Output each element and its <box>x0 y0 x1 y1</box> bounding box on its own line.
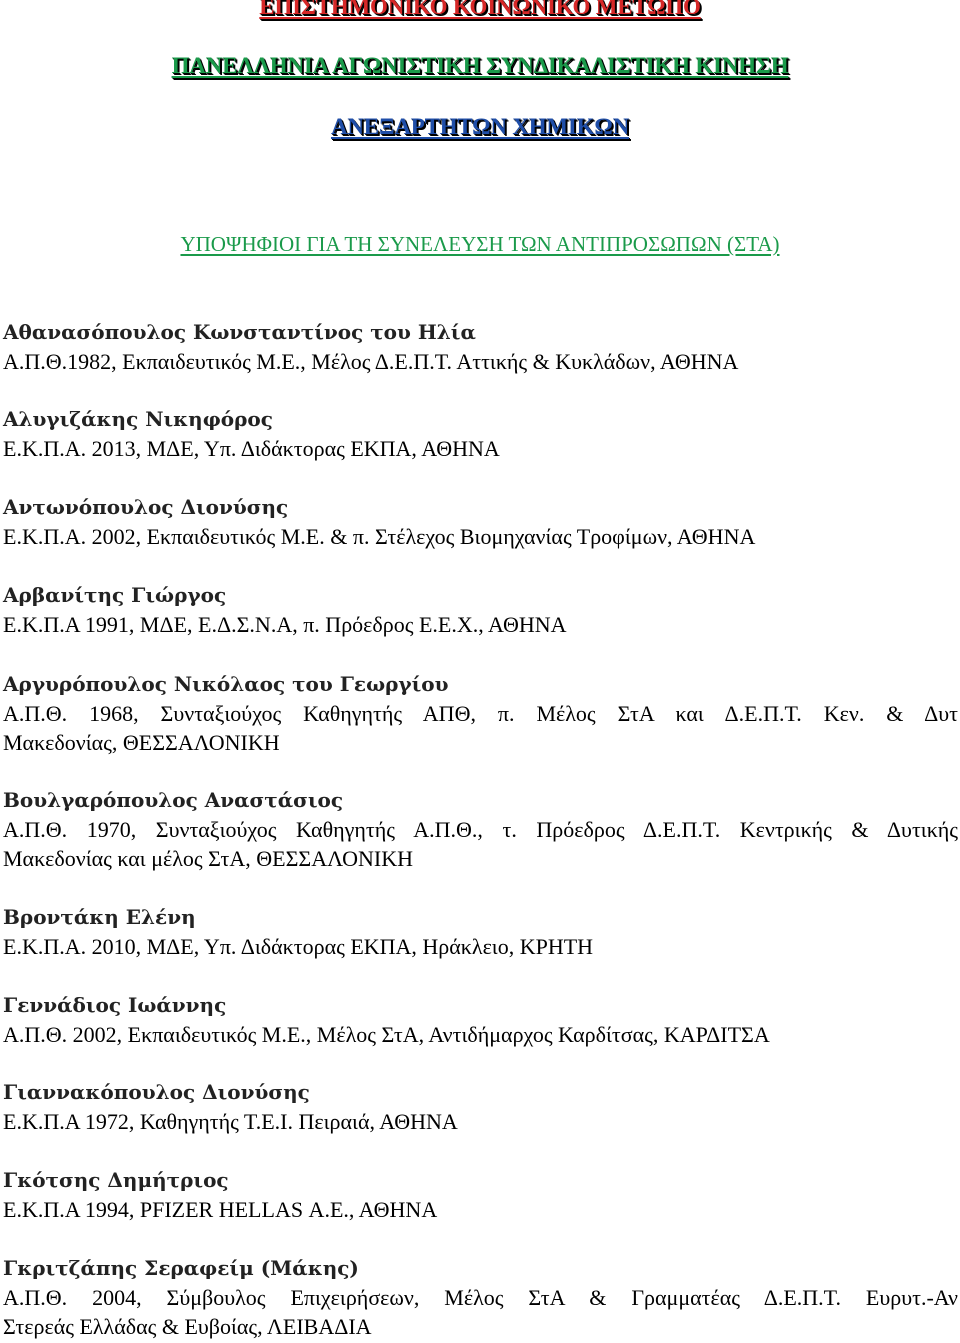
candidate-info: Ε.Κ.Π.Α 1991, ΜΔΕ, Ε.Δ.Σ.Ν.Α, π. Πρόεδρος Ε.Ε.Χ., ΑΘΗΝΑ <box>3 612 567 637</box>
candidate-entry <box>3 786 958 873</box>
candidate-name: Γεννάδιος Ιωάννης <box>3 993 227 1017</box>
candidate-info: Ε.Κ.Π.Α 1972, Καθηγητής Τ.Ε.Ι. Πειραιά, ΑΘΗΝΑ <box>3 1109 458 1134</box>
candidates-heading-text: ΥΠΟΨΗΦΙΟΙ ΓΙΑ ΤΗ ΣΥΝΕΛΕΥΣΗ ΤΩΝ ΑΝΤΙΠΡΟΣΩΠΩΝ (ΣΤΑ) <box>180 232 780 256</box>
candidate-entry <box>3 903 958 961</box>
candidate-name: Γκότσης Δημήτριος <box>3 1168 229 1192</box>
candidate-entry <box>3 1254 958 1341</box>
candidate-info: Ε.Κ.Π.Α. 2013, ΜΔΕ, Υπ. Διδάκτορας ΕΚΠΑ, ΑΘΗΝΑ <box>3 436 500 461</box>
candidate-entry <box>3 318 958 376</box>
candidate-info: Α.Π.Θ. 1968, Συνταξιούχος Καθηγητής ΑΠΘ, π. Μέλος ΣτΑ και Δ.Ε.Π.Τ. Κεν. & Δυτ <box>3 701 958 726</box>
candidate-info: Ε.Κ.Π.Α 1994, PFIZER HELLAS Α.Ε., ΑΘΗΝΑ <box>3 1197 438 1222</box>
candidate-name: Αλυγιζάκης Νικηφόρος <box>3 407 273 431</box>
candidate-name: Αργυρόπουλος Νικόλαος του Γεωργίου <box>3 672 449 696</box>
candidate-name: Βουλγαρόπουλος Αναστάσιος <box>3 788 344 812</box>
candidates-heading <box>0 232 960 257</box>
candidate-info-continued: Μακεδονίας και μέλος ΣτΑ, ΘΕΣΣΑΛΟΝΙΚΗ <box>3 846 414 871</box>
candidate-name: Αθανασόπουλος Κωνσταντίνος του Ηλία <box>3 320 476 344</box>
organization-title: ΕΠΙΣΤΗΜΟΝΙΚΟ ΚΟΙΝΩΝΙΚΟ ΜΕΤΩΠΟ <box>259 0 701 19</box>
candidate-entry <box>3 405 958 463</box>
candidate-entry <box>3 493 958 551</box>
candidate-info: Α.Π.Θ. 1970, Συνταξιούχος Καθηγητής Α.Π.Θ., τ. Πρόεδρος Δ.Ε.Π.Τ. Κεντρικής & Δυτικής <box>3 817 958 842</box>
candidate-info: Α.Π.Θ.1982, Εκπαιδευτικός Μ.Ε., Μέλος Δ.Ε.Π.Τ. Αττικής & Κυκλάδων, ΑΘΗΝΑ <box>3 349 739 374</box>
candidate-info: Ε.Κ.Π.Α. 2002, Εκπαιδευτικός Μ.Ε. & π. Στέλεχος Βιομηχανίας Τροφίμων, ΑΘΗΝΑ <box>3 524 756 549</box>
movement-title: ΠΑΝΕΛΛΗΝΙΑ ΑΓΩΝΙΣΤΙΚΗ ΣΥΝΔΙΚΑΛΙΣΤΙΚΗ ΚΙΝΗΣΗ <box>171 53 789 78</box>
candidate-entry <box>3 1166 958 1224</box>
candidate-entry <box>3 581 958 639</box>
candidate-name: Βροντάκη Ελένη <box>3 905 196 929</box>
group-title: ΑΝΕΞΑΡΤΗΤΩΝ ΧΗΜΙΚΩΝ <box>330 114 629 139</box>
candidate-name: Αντωνόπουλος Διονύσης <box>3 495 289 519</box>
candidate-name: Αρβανίτης Γιώργος <box>3 583 227 607</box>
candidate-name: Γιαννακόπουλος Διονύσης <box>3 1080 310 1104</box>
candidate-name: Γκριτζάπης Σεραφείμ (Μάκης) <box>3 1256 359 1280</box>
candidate-info: Α.Π.Θ. 2004, Σύμβουλος Επιχειρήσεων, Μέλος ΣτΑ & Γραμματέας Δ.Ε.Π.Τ. Ευρυτ.-Αν <box>3 1285 958 1310</box>
candidate-info: Α.Π.Θ. 2002, Εκπαιδευτικός Μ.Ε., Μέλος ΣτΑ, Αντιδήμαρχος Καρδίτσας, ΚΑΡΔΙΤΣΑ <box>3 1022 770 1047</box>
candidate-info: Ε.Κ.Π.Α. 2010, ΜΔΕ, Υπ. Διδάκτορας ΕΚΠΑ, Ηράκλειο, ΚΡΗΤΗ <box>3 934 594 959</box>
candidate-info-continued: Στερεάς Ελλάδας & Ευβοίας, ΛΕΙΒΑΔΙΑ <box>3 1314 372 1339</box>
candidate-entry <box>3 991 958 1049</box>
candidate-entry <box>3 670 958 757</box>
candidate-info-continued: Μακεδονίας, ΘΕΣΣΑΛΟΝΙΚΗ <box>3 730 280 755</box>
candidate-entry <box>3 1078 958 1136</box>
